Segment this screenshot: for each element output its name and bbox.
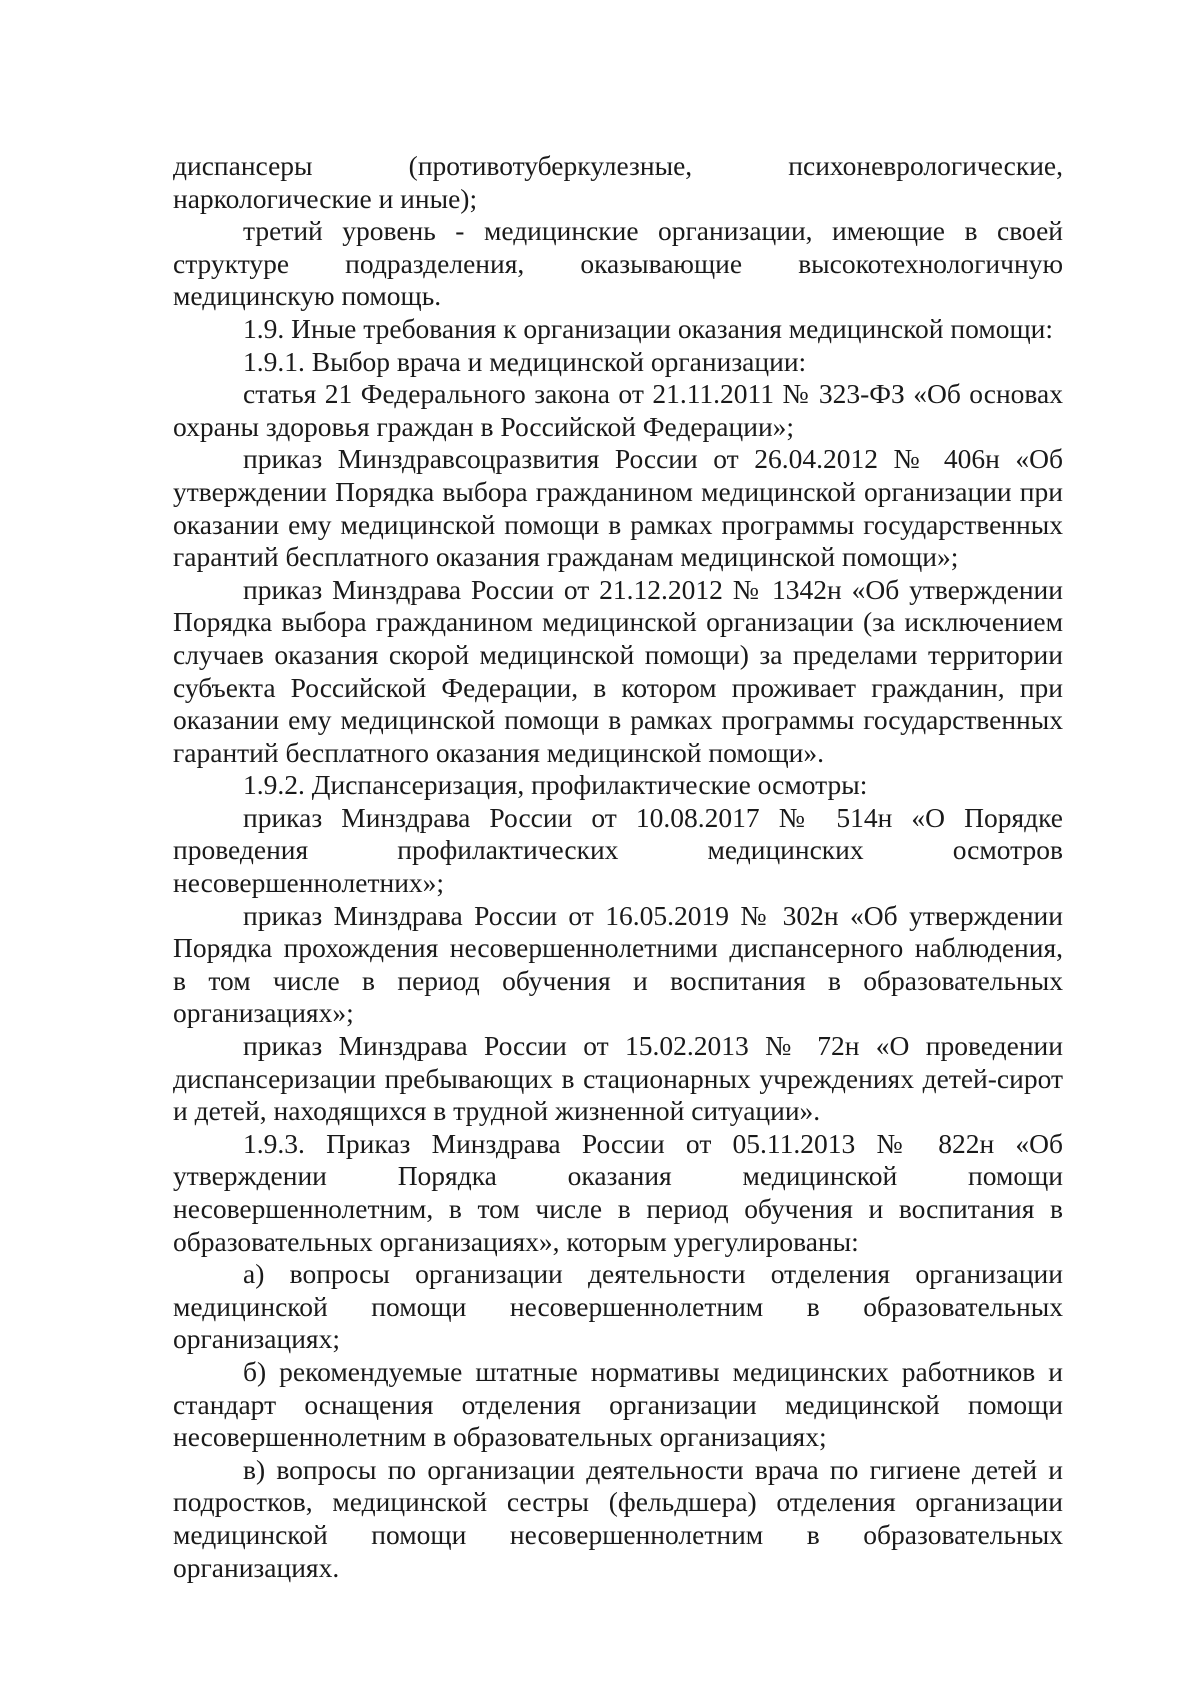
- paragraph-item-b: б) рекомендуемые штатные нормативы медицинских работников и стандарт оснащения отделения организации медицинской помощи несовершеннолетним в образовательных организациях;: [173, 1355, 1063, 1453]
- paragraph-item-a: а) вопросы организации деятельности отделения организации медицинской помощи несовершеннолетним в образовательных организациях;: [173, 1258, 1063, 1355]
- paragraph-third-level: третий уровень - медицинские организации, имеющие в своей структуре подразделения, оказывающие высокотехнологичную медицинскую помощь.: [173, 215, 1063, 312]
- paragraph-order-1342n: приказ Минздрава России от 21.12.2012 № 1342н «Об утверждении Порядка выбора гражданином медицинской организации (за исключением случаев оказания скорой медицинской помощи) за пределами территории субъекта Российской Федерации, в котором проживает гражданин, при оказании ему медицинской помощи в рамках программы государственных гарантий бесплатного оказания медицинской помощи».: [173, 573, 1063, 768]
- paragraph-item-v: в) вопросы по организации деятельности врача по гигиене детей и подростков, медицинской сестры (фельдшера) отделения организации медицинской помощи несовершеннолетним в образовательных организациях.: [173, 1453, 1063, 1583]
- document-body: [173, 150, 1063, 1584]
- paragraph-order-514n: приказ Минздрава России от 10.08.2017 № 514н «О Порядке проведения профилактических медицинских осмотров несовершеннолетних»;: [173, 801, 1063, 899]
- paragraph-dispensaries: диспансеры (противотуберкулезные, психоневрологические, наркологические и иные);: [173, 150, 1063, 214]
- paragraph-section-1-9: 1.9. Иные требования к организации оказания медицинской помощи:: [243, 312, 1054, 344]
- paragraph-order-72n: приказ Минздрава России от 15.02.2013 № 72н «О проведении диспансеризации пребывающих в стационарных учреждениях детей-сирот и детей, находящихся в трудной жизненной ситуации».: [173, 1030, 1063, 1127]
- paragraph-order-302n: приказ Минздрава России от 16.05.2019 № 302н «Об утверждении Порядка прохождения несовершеннолетними диспансерного наблюдения, в том числе в период обучения и воспитания в образовательных организациях»;: [173, 899, 1063, 1029]
- paragraph-section-1-9-3: 1.9.3. Приказ Минздрава России от 05.11.2013 № 822н «Об утверждении Порядка оказания медицинской помощи несовершеннолетним, в том числе в период обучения и воспитания в образовательных организациях», которым урегулированы:: [173, 1127, 1063, 1257]
- paragraph-section-1-9-2: 1.9.2. Диспансеризация, профилактические осмотры:: [243, 769, 868, 801]
- paragraph-federal-law-323: статья 21 Федерального закона от 21.11.2011 № 323-ФЗ «Об основах охраны здоровья граждан в Российской Федерации»;: [173, 378, 1063, 442]
- paragraph-section-1-9-1: 1.9.1. Выбор врача и медицинской организации:: [243, 345, 807, 377]
- paragraph-order-406n: приказ Минздравсоцразвития России от 26.04.2012 № 406н «Об утверждении Порядка выбора гражданином медицинской организации при оказании ему медицинской помощи в рамках программы государственных гарантий бесплатного оказания гражданам медицинской помощи»;: [173, 443, 1063, 573]
